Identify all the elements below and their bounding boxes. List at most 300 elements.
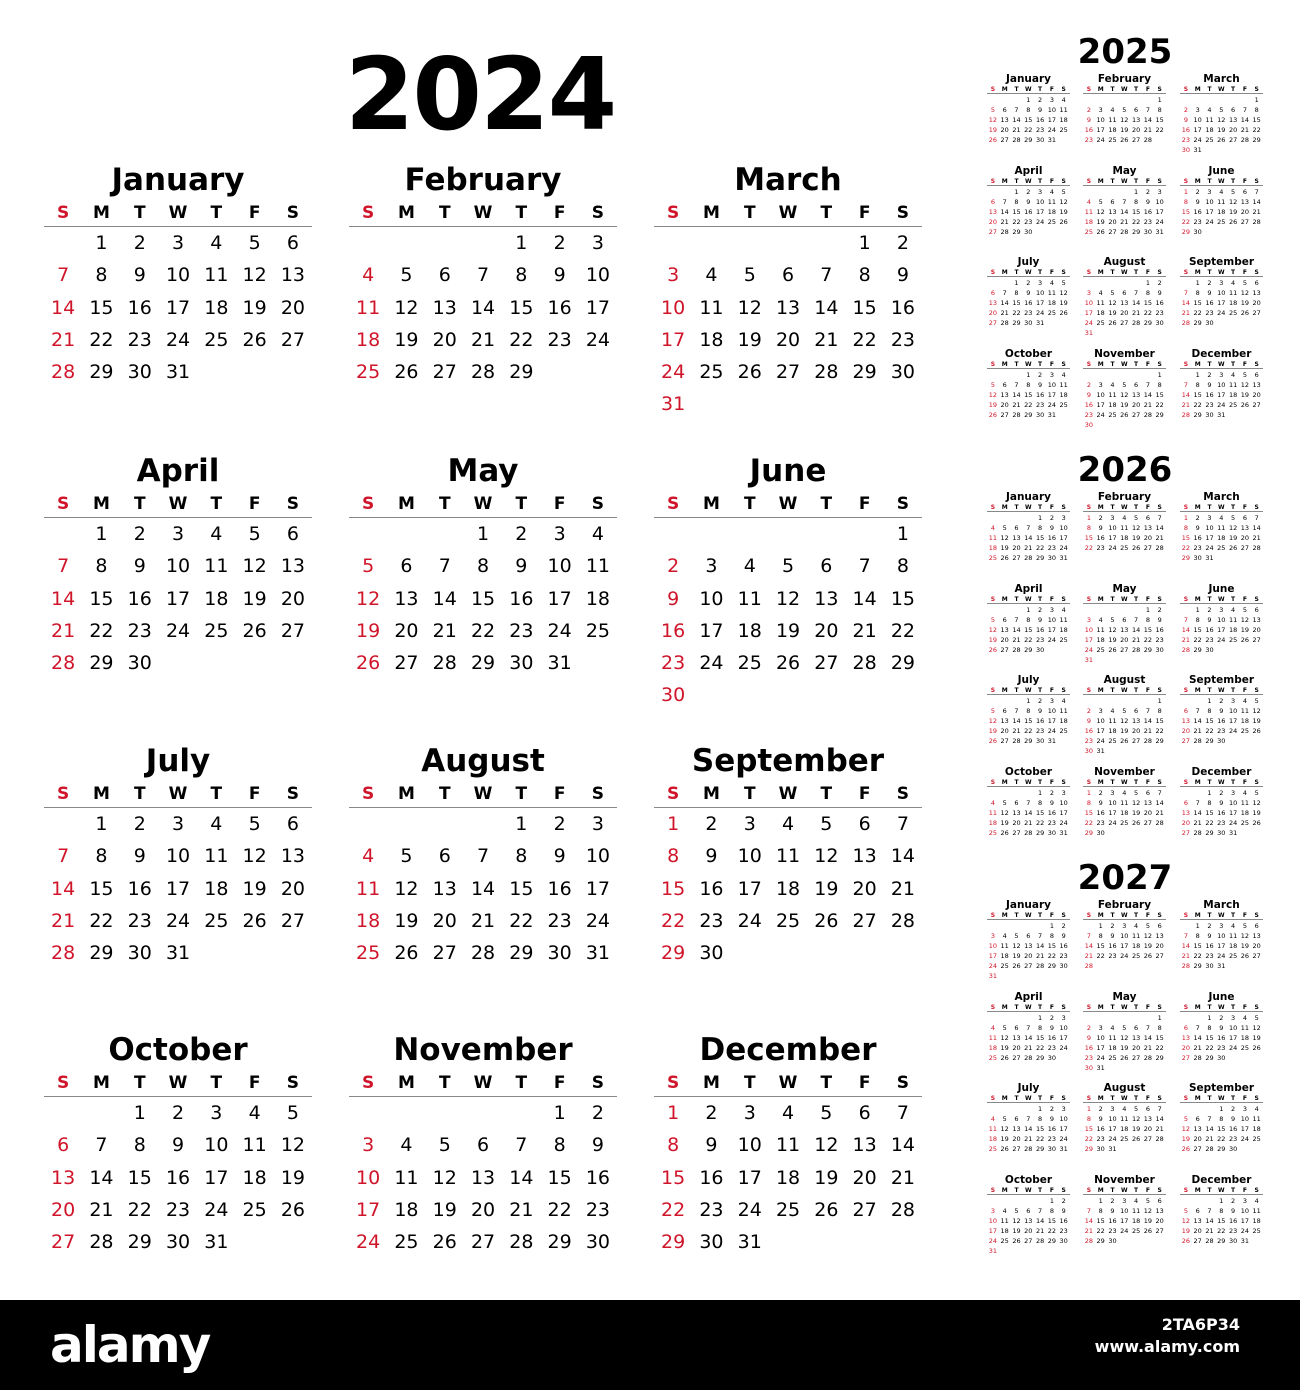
- day-cell: 20: [1131, 727, 1141, 735]
- day-cell: 12: [988, 390, 998, 399]
- day-cell: 31: [165, 361, 191, 384]
- weekday-header: [1083, 1095, 1166, 1103]
- day-cell: 6: [1195, 1206, 1200, 1215]
- day-cell: 12: [1252, 798, 1261, 807]
- day-cell: 21: [1012, 635, 1021, 644]
- day-cell: 7: [1002, 289, 1007, 297]
- mini-month-october: [987, 1173, 1070, 1256]
- weekday-label: T: [1110, 1003, 1115, 1011]
- day-cell: 26: [1012, 962, 1021, 970]
- day-cell: 13: [1155, 1206, 1164, 1215]
- day-cell: 29: [1155, 737, 1164, 745]
- day-cell: 13: [280, 555, 306, 578]
- day-cell: 24: [1120, 1226, 1129, 1235]
- day-cell: 30: [1047, 1145, 1057, 1153]
- empty-cell: [1107, 696, 1119, 706]
- weekday-label: W: [1120, 1186, 1128, 1194]
- weekday-header: [987, 86, 1070, 94]
- weekday-label: T: [1134, 778, 1139, 786]
- day-cell: 12: [1181, 1216, 1191, 1225]
- day-cell: 19: [1131, 1125, 1141, 1133]
- day-cell: 29: [1143, 319, 1153, 327]
- day-cell: 2: [1231, 1196, 1236, 1205]
- empty-cell: [1118, 1013, 1130, 1023]
- empty-cell: [999, 95, 1011, 105]
- day-cell: 10: [585, 264, 611, 287]
- empty-cell: [1095, 696, 1107, 706]
- weekday-label: F: [248, 784, 261, 804]
- day-cell: 4: [1254, 1196, 1259, 1205]
- day-cell: 3: [1122, 1196, 1127, 1205]
- image-id-block: [1095, 1314, 1240, 1358]
- weekday-label: T: [1014, 778, 1019, 786]
- day-cell: 1: [1195, 605, 1200, 614]
- day-cell: 23: [127, 909, 152, 932]
- weekday-label: F: [553, 1073, 566, 1093]
- day-cell: 21: [1193, 727, 1202, 735]
- day-cell: 25: [1047, 217, 1057, 226]
- day-cell: 10: [165, 845, 191, 868]
- day-cell: 19: [1252, 808, 1261, 817]
- empty-cell: [1011, 605, 1023, 615]
- weekday-label: T: [1231, 86, 1236, 93]
- day-cell: 25: [242, 1198, 267, 1221]
- weekday-label: S: [286, 203, 300, 223]
- day-cell: 6: [1134, 380, 1139, 389]
- day-cell: 17: [1120, 1216, 1129, 1225]
- empty-cell: [349, 1097, 387, 1129]
- day-cell: 2: [1145, 187, 1150, 196]
- day-cell: 12: [1059, 197, 1068, 206]
- empty-cell: [654, 227, 692, 259]
- weekday-label: S: [1183, 1003, 1189, 1011]
- day-cell: 13: [1193, 1125, 1202, 1133]
- day-cell: 11: [1228, 932, 1238, 940]
- weekday-label: M: [1001, 778, 1008, 786]
- month-title: May: [1112, 990, 1137, 1003]
- weekday-label: S: [990, 595, 996, 603]
- day-cell: 30: [661, 684, 686, 707]
- empty-cell: [426, 808, 464, 840]
- day-cell: 21: [1155, 808, 1164, 817]
- day-cell: 22: [1047, 1226, 1057, 1235]
- weekday-label: W: [1120, 1095, 1128, 1102]
- day-cell: 28: [1193, 737, 1202, 745]
- day-cell: 6: [286, 523, 299, 545]
- weekday-label: S: [1157, 1186, 1162, 1194]
- day-cell: 25: [1059, 727, 1068, 735]
- day-cell: 27: [1120, 645, 1129, 654]
- day-cell: 12: [242, 555, 267, 578]
- day-cell: 24: [661, 361, 686, 384]
- day-cell: 22: [1035, 1043, 1045, 1052]
- day-cell: 10: [547, 555, 572, 578]
- day-cell: 13: [1000, 717, 1009, 725]
- day-cell: 2: [1086, 1023, 1091, 1032]
- day-cell: 9: [1195, 197, 1200, 206]
- empty-cell: [1011, 513, 1023, 523]
- day-cell: 27: [1240, 217, 1250, 226]
- day-cell: 27: [51, 1231, 76, 1254]
- weekday-label: M: [92, 784, 110, 804]
- day-cell: 8: [1183, 197, 1188, 206]
- day-cell: 1: [1086, 788, 1091, 797]
- weekday-label: T: [133, 203, 146, 223]
- weekday-label: F: [1242, 177, 1247, 185]
- weekday-label: S: [1157, 912, 1162, 919]
- day-cell: 28: [1252, 544, 1261, 552]
- day-cell: 27: [1193, 1145, 1202, 1153]
- day-cell: 4: [210, 523, 223, 545]
- day-cell: 30: [1193, 227, 1202, 236]
- empty-cell: [1107, 1013, 1119, 1023]
- day-cell: 9: [133, 264, 146, 287]
- day-cell: 21: [1035, 952, 1045, 960]
- day-cell: 26: [1228, 217, 1238, 226]
- empty-cell: [1180, 1013, 1192, 1023]
- day-cell: 8: [1145, 615, 1150, 624]
- day-cell: 6: [1254, 922, 1259, 930]
- day-cell: 15: [89, 587, 114, 610]
- day-cell: 31: [1059, 1145, 1068, 1153]
- day-cell: 2: [133, 523, 146, 545]
- day-cell: 1: [515, 232, 528, 254]
- weekday-label: W: [1024, 1003, 1032, 1011]
- day-cell: 30: [1181, 146, 1191, 154]
- day-cell: 21: [1000, 217, 1009, 226]
- day-cell: 17: [1205, 534, 1214, 542]
- day-cell: 13: [852, 1134, 877, 1157]
- weekday-label: S: [362, 784, 375, 804]
- day-cell: 24: [1217, 309, 1226, 317]
- mini-month-november: [1083, 1173, 1166, 1246]
- empty-cell: [1083, 921, 1095, 931]
- weekday-header: [1180, 86, 1263, 94]
- weekday-label: W: [1217, 177, 1225, 185]
- day-cell: 2: [1157, 279, 1162, 287]
- day-cell: 7: [896, 813, 909, 835]
- day-cell: 17: [1059, 808, 1068, 817]
- day-cell: 17: [1120, 942, 1129, 950]
- day-cell: 4: [1219, 514, 1224, 522]
- day-cell: 1: [1195, 370, 1200, 379]
- day-cell: 23: [1205, 635, 1214, 644]
- day-cell: 8: [1219, 1115, 1224, 1123]
- day-cell: 13: [1143, 798, 1153, 807]
- day-cell: 27: [1252, 635, 1261, 644]
- day-cell: 6: [1145, 1105, 1150, 1113]
- day-cell: 8: [1157, 1023, 1162, 1032]
- day-cell: 11: [1131, 932, 1141, 940]
- day-cell: 30: [1205, 319, 1214, 327]
- day-cell: 31: [585, 942, 611, 965]
- day-cell: 21: [1012, 400, 1021, 409]
- weekday-label: S: [57, 494, 70, 514]
- weekday-label: M: [1097, 86, 1104, 93]
- weekday-label: W: [1217, 269, 1225, 276]
- day-cell: 8: [1038, 1023, 1043, 1032]
- month-september: [654, 741, 922, 969]
- day-cell: 11: [775, 845, 801, 868]
- day-cell: 12: [242, 845, 267, 868]
- day-cell: 6: [1145, 788, 1150, 797]
- day-cell: 24: [1084, 645, 1094, 654]
- day-grid: [1083, 1195, 1166, 1246]
- empty-cell: [999, 1104, 1011, 1114]
- empty-cell: [349, 808, 387, 840]
- day-cell: 25: [1059, 126, 1068, 134]
- day-cell: 4: [248, 1102, 261, 1124]
- day-cell: 14: [432, 587, 457, 610]
- day-cell: 14: [1181, 299, 1191, 307]
- day-cell: 18: [1059, 390, 1068, 399]
- day-cell: 10: [1205, 197, 1214, 206]
- day-cell: 5: [1242, 922, 1247, 930]
- day-cell: 12: [1059, 289, 1068, 297]
- day-cell: 21: [1155, 534, 1164, 542]
- weekday-label: S: [1254, 1095, 1259, 1102]
- day-cell: 12: [1131, 1115, 1141, 1123]
- day-cell: 10: [1228, 798, 1238, 807]
- day-cell: 3: [1195, 106, 1200, 114]
- day-cell: 8: [1098, 1206, 1103, 1215]
- day-cell: 24: [1059, 818, 1068, 827]
- day-cell: 28: [1205, 1145, 1214, 1153]
- month-title: November: [1094, 765, 1155, 778]
- day-cell: 28: [1240, 136, 1250, 144]
- day-grid: [987, 186, 1070, 237]
- weekday-label: F: [553, 494, 566, 514]
- day-cell: 20: [432, 909, 457, 932]
- day-cell: 11: [356, 296, 381, 319]
- day-cell: 11: [1217, 197, 1226, 206]
- day-cell: 16: [1035, 116, 1045, 124]
- day-cell: 3: [1110, 514, 1115, 522]
- day-cell: 16: [1096, 1125, 1105, 1133]
- day-cell: 23: [547, 328, 572, 351]
- day-cell: 28: [1193, 828, 1202, 837]
- day-cell: 5: [990, 380, 995, 389]
- day-cell: 14: [1084, 942, 1094, 950]
- weekday-label: F: [1049, 269, 1054, 276]
- day-cell: 8: [1098, 932, 1103, 940]
- day-cell: 18: [1228, 942, 1238, 950]
- weekday-label: W: [1217, 86, 1225, 93]
- day-cell: 6: [781, 264, 795, 287]
- weekday-label: S: [362, 1073, 375, 1093]
- day-cell: 30: [1205, 645, 1214, 654]
- weekday-label: T: [1110, 269, 1115, 276]
- day-cell: 21: [1084, 952, 1094, 960]
- day-cell: 20: [1143, 534, 1153, 542]
- day-cell: 26: [1252, 818, 1261, 827]
- day-cell: 4: [210, 813, 223, 835]
- day-cell: 11: [204, 555, 229, 578]
- day-cell: 1: [476, 523, 490, 545]
- day-cell: 12: [1181, 1125, 1191, 1133]
- day-cell: 6: [1157, 922, 1162, 930]
- weekday-label: T: [1014, 504, 1019, 511]
- weekday-label: T: [820, 203, 833, 223]
- day-cell: 3: [1110, 788, 1115, 797]
- day-cell: 6: [1242, 187, 1247, 196]
- day-cell: 4: [1242, 1013, 1247, 1022]
- day-cell: 4: [1254, 1105, 1259, 1113]
- day-grid: [1180, 1195, 1263, 1246]
- day-cell: 21: [1205, 1135, 1214, 1143]
- day-cell: 22: [1012, 217, 1021, 226]
- day-cell: 12: [1120, 1033, 1129, 1042]
- day-cell: 13: [1120, 299, 1129, 307]
- day-cell: 9: [705, 1134, 718, 1157]
- weekday-label: M: [1194, 269, 1201, 276]
- day-cell: 20: [1143, 1125, 1153, 1133]
- day-cell: 7: [1002, 197, 1007, 206]
- weekday-label: T: [1014, 595, 1019, 603]
- day-cell: 22: [1181, 217, 1191, 226]
- day-cell: 11: [988, 1125, 998, 1133]
- empty-cell: [1022, 1196, 1034, 1206]
- day-cell: 16: [1108, 1216, 1117, 1225]
- day-cell: 11: [1228, 380, 1238, 389]
- day-cell: 27: [280, 909, 306, 932]
- day-grid: [1180, 512, 1263, 563]
- day-cell: 18: [1240, 717, 1250, 725]
- day-cell: 26: [1228, 544, 1238, 552]
- day-cell: 1: [1157, 697, 1162, 705]
- weekday-label: T: [1110, 778, 1115, 786]
- day-grid: [1083, 369, 1166, 430]
- day-cell: 6: [1002, 615, 1007, 624]
- day-cell: 10: [988, 1216, 998, 1225]
- day-cell: 16: [1217, 717, 1226, 725]
- day-cell: 20: [1000, 400, 1009, 409]
- empty-cell: [1011, 1196, 1023, 1206]
- weekday-label: W: [1217, 1095, 1225, 1102]
- day-cell: 26: [1108, 319, 1117, 327]
- day-cell: 10: [1240, 1206, 1250, 1215]
- day-cell: 27: [1108, 227, 1117, 236]
- day-cell: 28: [1035, 962, 1045, 970]
- day-cell: 8: [1086, 1115, 1091, 1123]
- mini-month-april: [987, 990, 1070, 1063]
- day-cell: 2: [896, 232, 909, 254]
- weekday-label: M: [1097, 687, 1104, 694]
- day-cell: 10: [661, 296, 686, 319]
- month-title: April: [136, 453, 220, 489]
- day-cell: 12: [394, 877, 419, 900]
- empty-cell: [1083, 370, 1095, 380]
- empty-cell: [426, 518, 464, 550]
- day-cell: 9: [553, 264, 566, 287]
- day-cell: 9: [171, 1134, 185, 1157]
- weekday-label: S: [1086, 1186, 1092, 1194]
- day-cell: 20: [394, 619, 419, 642]
- day-cell: 22: [1024, 400, 1033, 409]
- day-cell: 9: [591, 1134, 604, 1157]
- day-cell: 18: [1000, 952, 1009, 960]
- weekday-label: W: [168, 203, 188, 223]
- weekday-label: F: [1049, 1186, 1054, 1194]
- day-cell: 11: [1096, 625, 1105, 634]
- weekday-label: S: [1086, 687, 1092, 694]
- day-cell: 15: [1012, 299, 1021, 307]
- weekday-label: S: [1254, 504, 1259, 511]
- day-cell: 19: [1012, 952, 1021, 960]
- day-cell: 14: [51, 587, 76, 610]
- day-cell: 24: [737, 909, 762, 932]
- day-cell: 16: [1205, 390, 1214, 399]
- day-cell: 23: [1108, 1226, 1117, 1235]
- day-cell: 10: [1059, 1023, 1068, 1032]
- day-cell: 26: [1131, 1135, 1141, 1143]
- day-grid: [987, 1012, 1070, 1063]
- day-cell: 6: [1002, 106, 1007, 114]
- day-cell: 17: [1059, 1033, 1068, 1042]
- day-cell: 14: [1024, 534, 1033, 542]
- day-cell: 4: [1098, 615, 1103, 624]
- day-cell: 26: [1240, 952, 1250, 960]
- day-cell: 5: [1098, 197, 1103, 206]
- day-cell: 14: [1155, 798, 1164, 807]
- day-cell: 31: [1059, 828, 1068, 837]
- day-cell: 13: [1252, 289, 1261, 297]
- day-cell: 21: [1181, 635, 1191, 644]
- weekday-label: S: [1254, 86, 1259, 93]
- weekday-label: T: [1134, 1095, 1139, 1102]
- day-grid: [987, 604, 1070, 655]
- weekday-label: T: [1110, 360, 1115, 368]
- day-cell: 17: [1228, 808, 1238, 817]
- day-cell: 19: [1228, 207, 1238, 216]
- weekday-label: W: [1120, 504, 1128, 511]
- day-cell: 17: [1108, 1125, 1117, 1133]
- day-cell: 8: [858, 264, 871, 287]
- weekday-label: F: [858, 784, 871, 804]
- weekday-label: S: [667, 203, 680, 223]
- empty-cell: [1095, 95, 1107, 105]
- day-cell: 5: [1242, 370, 1247, 379]
- day-cell: 13: [280, 845, 306, 868]
- weekday-label: M: [1194, 504, 1201, 511]
- weekday-label: T: [1231, 177, 1236, 185]
- day-cell: 9: [667, 587, 680, 610]
- weekday-label: T: [1134, 504, 1139, 511]
- weekday-label: T: [438, 784, 451, 804]
- day-cell: 28: [51, 361, 76, 384]
- day-cell: 30: [1084, 420, 1094, 429]
- day-cell: 8: [95, 555, 108, 578]
- weekday-label: S: [1183, 687, 1189, 694]
- day-cell: 24: [1047, 727, 1057, 735]
- day-cell: 14: [1193, 808, 1202, 817]
- day-cell: 9: [1110, 932, 1115, 940]
- day-cell: 29: [547, 1231, 572, 1254]
- day-cell: 9: [1098, 1115, 1103, 1123]
- day-cell: 31: [988, 1246, 998, 1255]
- day-cell: 18: [1217, 534, 1226, 542]
- day-cell: 20: [1000, 126, 1009, 134]
- empty-cell: [987, 921, 999, 931]
- day-cell: 3: [1061, 514, 1066, 522]
- day-cell: 28: [1024, 828, 1033, 837]
- day-cell: 30: [165, 1231, 191, 1254]
- day-cell: 13: [1108, 207, 1117, 216]
- day-cell: 19: [1000, 544, 1009, 552]
- day-cell: 27: [1143, 1135, 1153, 1143]
- weekday-label: M: [1097, 504, 1104, 511]
- empty-cell: [349, 227, 387, 259]
